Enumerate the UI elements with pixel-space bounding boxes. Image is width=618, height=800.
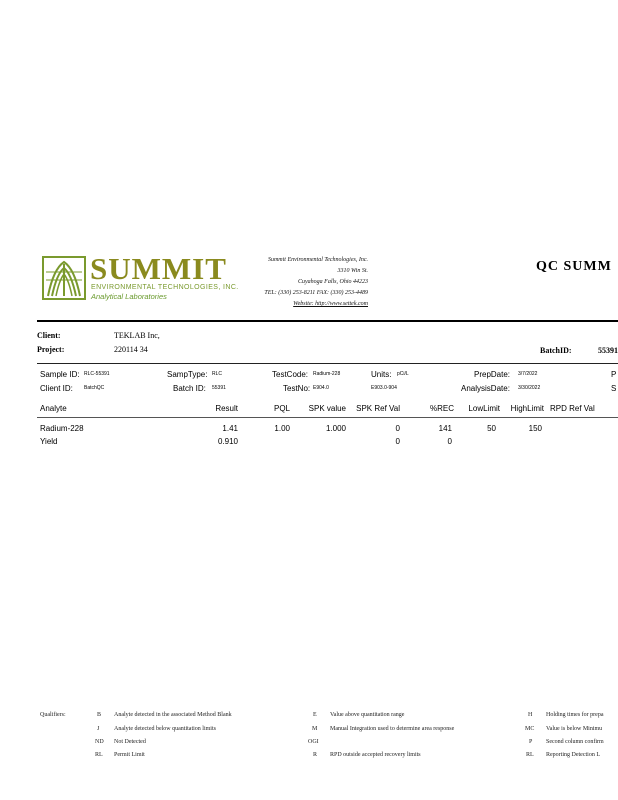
col-result: Result bbox=[215, 404, 238, 413]
units-value: pCi/L bbox=[397, 371, 409, 377]
legend-code-h: H bbox=[528, 712, 533, 718]
legend-code-ogi: OGI bbox=[308, 739, 319, 745]
samptype-value: RLC bbox=[212, 371, 223, 377]
table-header-divider bbox=[37, 417, 618, 418]
prepdate-value: 3/7/2022 bbox=[518, 371, 538, 377]
client-id-value: BatchQC bbox=[84, 385, 105, 391]
legend-text-e: Value above quantitation range bbox=[330, 712, 405, 718]
legend-code-nd: ND bbox=[95, 739, 104, 745]
legend-text-pl: Permit Limit bbox=[114, 752, 145, 758]
legend-code-j: J bbox=[97, 726, 100, 732]
testno-value: E904.0 bbox=[313, 385, 329, 391]
batch-id-value: 55391 bbox=[212, 385, 226, 391]
legend-text-p: Second column confirm bbox=[546, 739, 604, 745]
legend-code-m: M bbox=[312, 726, 318, 732]
legend-code-pl: RL bbox=[95, 752, 103, 758]
project-value: 220114 34 bbox=[114, 345, 148, 354]
row-1-low: 50 bbox=[487, 424, 496, 433]
row-1-high: 150 bbox=[528, 424, 542, 433]
legend-text-mc: Value is below Minimu bbox=[546, 726, 603, 732]
client-label: Client: bbox=[37, 331, 61, 340]
batch-id-label: Batch ID: bbox=[173, 384, 206, 393]
legend-code-p: P bbox=[529, 739, 533, 745]
client-id-label: Client ID: bbox=[40, 384, 73, 393]
edge-letter-s: S bbox=[611, 384, 617, 393]
col-rec: %REC bbox=[429, 404, 454, 413]
address-line-2: 3310 Win St. bbox=[337, 268, 368, 274]
row-1-analyte: Radium-228 bbox=[40, 424, 84, 433]
qualifiers-label: Qualifiers: bbox=[40, 712, 66, 718]
testno-label: TestNo: bbox=[283, 384, 311, 393]
legend-code-e: E bbox=[313, 712, 317, 718]
analysisdate-value: 3/30/2022 bbox=[518, 385, 541, 391]
col-rpd-ref-val: RPD Ref Val bbox=[550, 404, 595, 413]
legend-text-j: Analyte detected below quantitation limits bbox=[114, 726, 216, 732]
header-divider bbox=[37, 320, 618, 322]
col-spk-value: SPK value bbox=[308, 404, 346, 413]
section-divider bbox=[37, 363, 618, 364]
col-analyte: Analyte bbox=[40, 404, 67, 413]
testno-value-2: E903.0-904 bbox=[371, 385, 397, 391]
samptype-label: SampType: bbox=[167, 370, 208, 379]
row-1-spk-value: 1.000 bbox=[325, 424, 346, 433]
legend-code-b: B bbox=[97, 712, 102, 718]
row-2-spk-ref: 0 bbox=[395, 437, 400, 446]
row-1-pql: 1.00 bbox=[274, 424, 290, 433]
col-spk-ref-val: SPK Ref Val bbox=[356, 404, 400, 413]
project-label: Project: bbox=[37, 345, 65, 354]
testcode-value: Radium-228 bbox=[313, 371, 341, 377]
address-line-4: TEL: (330) 253-8211 FAX: (330) 253-4489 bbox=[264, 290, 368, 296]
logo-wordmark: SUMMIT bbox=[90, 251, 227, 286]
batchid-label: BatchID: bbox=[540, 346, 572, 355]
row-1-result: 1.41 bbox=[222, 424, 238, 433]
leaf-icon bbox=[42, 256, 86, 300]
row-1-rec: 141 bbox=[438, 424, 452, 433]
legend-code-rl: RL bbox=[526, 752, 534, 758]
legend-text-nd: Not Detected bbox=[114, 739, 146, 745]
edge-letter-p: P bbox=[611, 370, 617, 379]
col-highlimit: HighLimit bbox=[510, 404, 544, 413]
legend-text-r: RPD outside accepted recovery limits bbox=[330, 752, 421, 758]
legend-text-m: Manual Integration used to determine area response bbox=[330, 726, 455, 732]
legend-code-mc: MC bbox=[525, 726, 535, 732]
batchid-value: 55391 bbox=[598, 346, 618, 355]
analysisdate-label: AnalysisDate: bbox=[461, 384, 510, 393]
legend-text-b: Analyte detected in the associated Method Blank bbox=[114, 712, 232, 718]
legend-code-r: R bbox=[313, 752, 318, 758]
page-title: QC SUMM bbox=[536, 259, 612, 274]
row-2-analyte: Yield bbox=[40, 437, 58, 446]
legend-text-rl: Reporting Detection L bbox=[546, 752, 600, 758]
row-1-spk-ref: 0 bbox=[395, 424, 400, 433]
testcode-label: TestCode: bbox=[272, 370, 309, 379]
address-line-1: Summit Environmental Technologies, Inc. bbox=[267, 257, 368, 263]
address-line-3: Cuyahoga Falls, Ohio 44223 bbox=[298, 279, 368, 285]
sample-id-label: Sample ID: bbox=[40, 370, 80, 379]
logo-tagline: Analytical Laboratories bbox=[91, 292, 167, 301]
client-value: TEKLAB Inc, bbox=[114, 331, 160, 340]
prepdate-label: PrepDate: bbox=[474, 370, 511, 379]
row-2-rec: 0 bbox=[447, 437, 452, 446]
sample-id-value: RLC-55391 bbox=[84, 371, 110, 377]
logo-subtitle: ENVIRONMENTAL TECHNOLOGIES, INC. bbox=[91, 284, 239, 291]
units-label: Units: bbox=[371, 370, 392, 379]
col-lowlimit: LowLimit bbox=[468, 404, 500, 413]
legend-text-h: Holding times for prepa bbox=[546, 712, 604, 718]
row-2-result: 0.910 bbox=[217, 437, 238, 446]
col-pql: PQL bbox=[273, 404, 290, 413]
website-link[interactable]: Website: http://www.settek.com bbox=[293, 301, 368, 307]
